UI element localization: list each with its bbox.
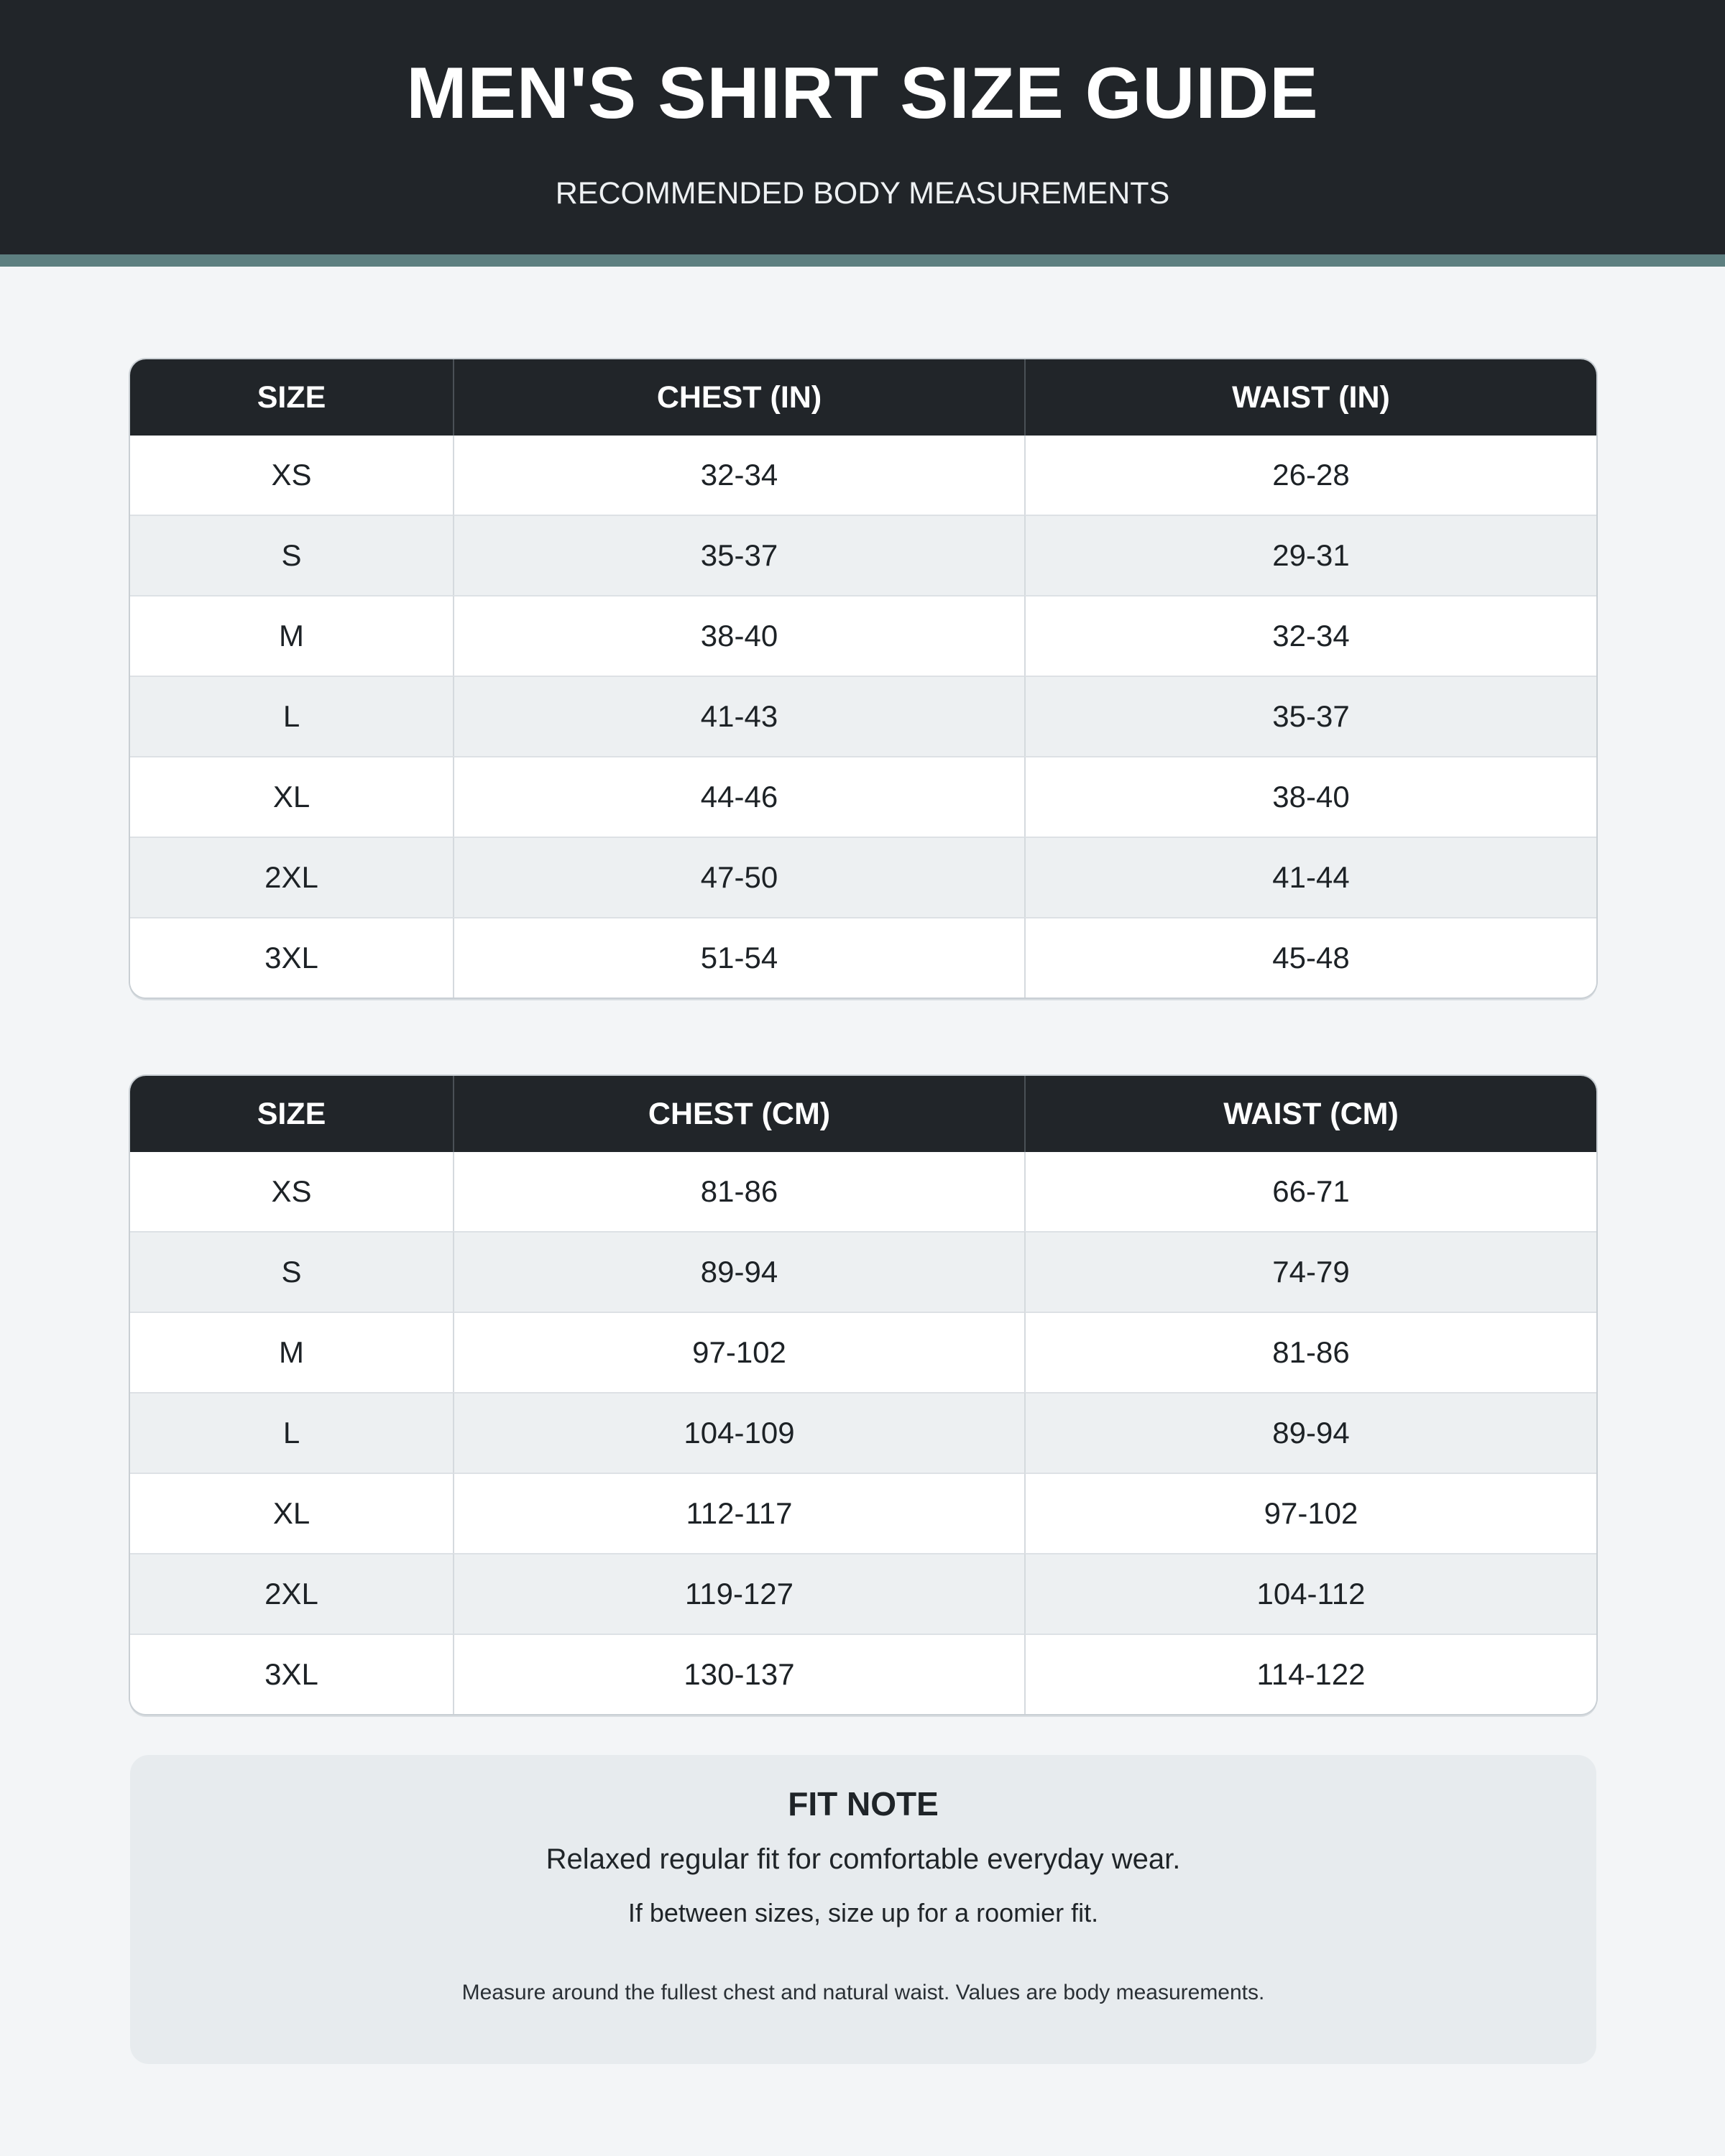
measurement-cell: 97-102 [453, 1312, 1024, 1392]
measurement-cell: 35-37 [1024, 676, 1596, 756]
size-cell: 2XL [130, 1553, 453, 1634]
table-row [130, 595, 1596, 676]
table-row [130, 1553, 1596, 1634]
measurement-cell: 44-46 [453, 756, 1024, 837]
table-row [130, 1392, 1596, 1473]
size-cell: 3XL [130, 917, 453, 998]
measurement-cell: 112-117 [453, 1473, 1024, 1553]
fit-note-line: If between sizes, size up for a roomier fit. [627, 1898, 1099, 1927]
measurement-cell: 89-94 [1024, 1392, 1596, 1473]
table-row [130, 1152, 1596, 1231]
column-header: CHEST (IN) [453, 359, 1024, 436]
table-row [130, 676, 1596, 756]
table-row [130, 1634, 1596, 1714]
measurement-cell: 29-31 [1024, 515, 1596, 595]
measurement-cell: 32-34 [453, 436, 1024, 515]
size-cell: S [130, 515, 453, 595]
size-cell: XS [130, 436, 453, 515]
size-cell: S [130, 1231, 453, 1312]
measurement-cell: 74-79 [1024, 1231, 1596, 1312]
measurement-cell: 35-37 [453, 515, 1024, 595]
size-cell: M [130, 595, 453, 676]
measurement-cell: 26-28 [1024, 436, 1596, 515]
measurement-cell: 89-94 [453, 1231, 1024, 1312]
table-row [130, 436, 1596, 515]
measurement-cell: 81-86 [1024, 1312, 1596, 1392]
page-title: MEN'S SHIRT SIZE GUIDE [406, 53, 1319, 134]
measurement-cell: 32-34 [1024, 595, 1596, 676]
measurement-cell: 66-71 [1024, 1152, 1596, 1231]
fit-note-panel [130, 1755, 1596, 2064]
measurement-cell: 41-44 [1024, 837, 1596, 917]
size-cell: XL [130, 1473, 453, 1553]
column-header: WAIST (IN) [1024, 359, 1596, 436]
size-table-centimeters [130, 1076, 1596, 1714]
size-cell: L [130, 676, 453, 756]
table-row [130, 1312, 1596, 1392]
measurement-cell: 45-48 [1024, 917, 1596, 998]
fit-note-footnote: Measure around the fullest chest and natural waist. Values are body measurements. [461, 1981, 1265, 2004]
column-header: SIZE [130, 1076, 453, 1152]
column-header: CHEST (CM) [453, 1076, 1024, 1152]
table-row [130, 756, 1596, 837]
measurement-cell: 41-43 [453, 676, 1024, 756]
size-cell: M [130, 1312, 453, 1392]
measurement-cell: 38-40 [453, 595, 1024, 676]
measurement-cell: 104-112 [1024, 1553, 1596, 1634]
measurement-cell: 97-102 [1024, 1473, 1596, 1553]
page-header [0, 0, 1725, 267]
measurement-cell: 119-127 [453, 1553, 1024, 1634]
column-header: WAIST (CM) [1024, 1076, 1596, 1152]
table-row [130, 515, 1596, 595]
fit-note-line: Relaxed regular fit for comfortable everyday wear. [546, 1843, 1181, 1875]
table-row [130, 1231, 1596, 1312]
size-cell: L [130, 1392, 453, 1473]
table-row [130, 837, 1596, 917]
measurement-cell: 51-54 [453, 917, 1024, 998]
table-row [130, 917, 1596, 998]
size-table-inches [130, 359, 1596, 998]
measurement-cell: 38-40 [1024, 756, 1596, 837]
table-header-row [130, 1076, 1596, 1152]
size-cell: XS [130, 1152, 453, 1231]
table-header-row [130, 359, 1596, 436]
measurement-cell: 114-122 [1024, 1634, 1596, 1714]
page-subtitle: RECOMMENDED BODY MEASUREMENTS [555, 176, 1170, 211]
measurement-cell: 104-109 [453, 1392, 1024, 1473]
size-cell: 2XL [130, 837, 453, 917]
measurement-cell: 47-50 [453, 837, 1024, 917]
measurement-cell: 81-86 [453, 1152, 1024, 1231]
table-row [130, 1473, 1596, 1553]
fit-note-title: FIT NOTE [788, 1785, 939, 1823]
column-header: SIZE [130, 359, 453, 436]
measurement-cell: 130-137 [453, 1634, 1024, 1714]
size-cell: 3XL [130, 1634, 453, 1714]
size-cell: XL [130, 756, 453, 837]
